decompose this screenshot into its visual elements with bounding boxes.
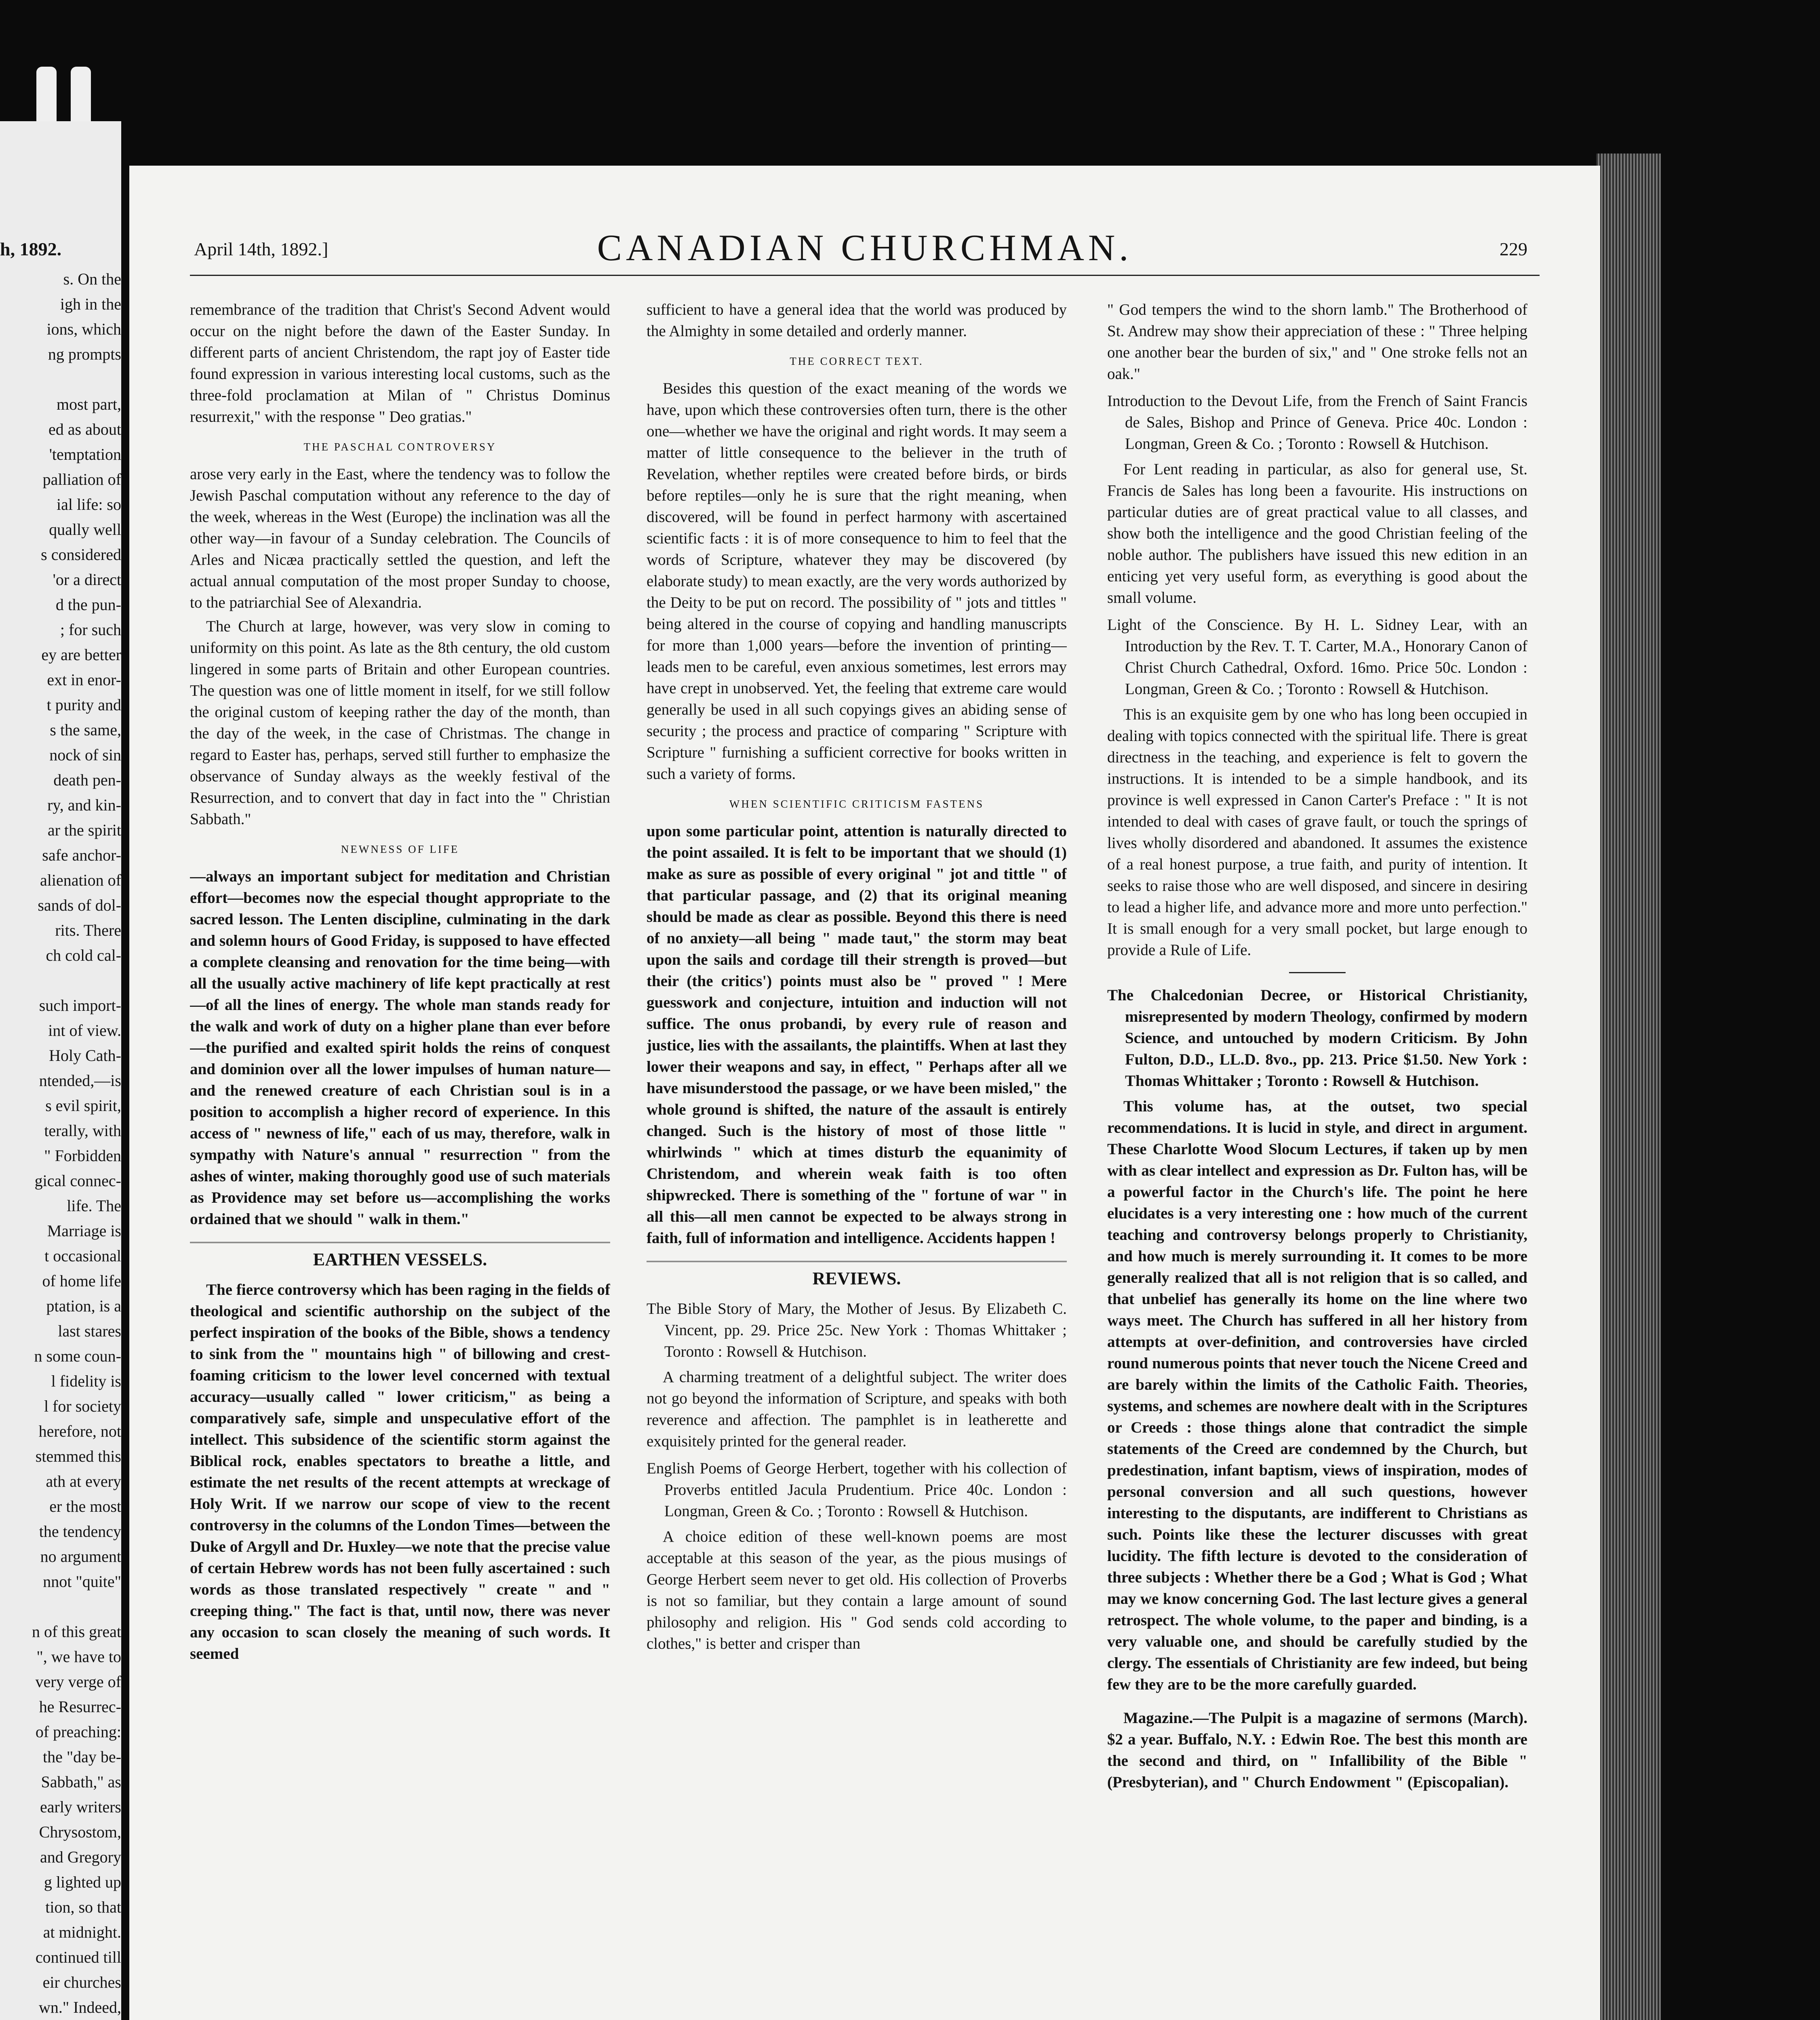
- left-page-line: ext in enor-: [47, 671, 121, 689]
- left-page-line: the "day be-: [42, 1748, 121, 1766]
- left-page-line: last stares: [58, 1322, 121, 1340]
- paragraph: —always an important subject for meditation and Christian effort—becomes now the especial thought appropriate to the sacred lesson. The Lenten discipline, culminating in the dark and solemn hours of Good Friday, is supposed to have effected a complete cleansing and renovation for the time being—with all the usually active machinery of life kept practically at rest—of all the lines of energy. The whole man stands ready for the walk and work of duty on a higher plane than ever before—the purified and exalted spirit holds the reins of conquest and dominion over all the lower impulses of human nature—and the renewed creature of each Christian soul is in a position to accomplish a higher record of experience. In this access of " newness of life," each of us may, therefore, walk in sympathy with Nature's annual " resurrection " from the ashes of winter, making thoroughly good use of such materials as Providence may set before us—accomplishing the works ordained that we should " walk in them.": [190, 868, 610, 1228]
- left-page-line: ions, which: [46, 320, 121, 338]
- left-page-line: palliation of: [42, 470, 121, 488]
- left-page-line: d the pun-: [55, 595, 121, 614]
- masthead: CANADIAN CHURCHMAN.: [597, 227, 1133, 268]
- left-page-line: at midnight.: [43, 1923, 121, 1941]
- book-entry: English Poems of George Herbert, together with his collection of Proverbs entitled Jacula Prudentium. Price 40c. London : Longman, Green & Co. ; Toronto : Rowsell & Hutchison.: [647, 1460, 1067, 1520]
- subheading: WHEN SCIENTIFIC CRITICISM FASTENS: [729, 798, 984, 810]
- left-page-line: n some coun-: [34, 1347, 121, 1365]
- left-page-line: the tendency: [39, 1522, 121, 1540]
- left-page-line: s considered: [41, 545, 121, 564]
- left-page-line: ey are better: [41, 646, 121, 664]
- paragraph: For Lent reading in particular, as also for general use, St. Francis de Sales has long been a favourite. His instructions on particular duties are of great practical value to all classes, and show both the intelligence and the good Christian feeling of the noble author. The publishers have issued this new edition in an enticing yet very useful form, as everything is good about the small volume.: [1107, 461, 1527, 606]
- book-entry: Introduction to the Devout Life, from the French of Saint Francis de Sales, Bishop and Prince of Geneva. Price 40c. London : Longman, Green & Co. ; Toronto : Rowsell & Hutchison.: [1107, 392, 1527, 452]
- column-1: [190, 299, 610, 2020]
- left-page-line: qually well: [49, 520, 121, 539]
- paragraph: upon some particular point, attention is naturally directed to the point assailed. It is felt to be important that we should (1) make as sure as possible of every original " jot and tittle " of that particular passage, and (2) that its original meaning should be made as clear as possible. Beyond this there is need of no anxiety—all being " made taut," the storm may beat upon the sails and cordage till their strength is proved—but their (the critics') points must also be " proved " ! Mere guesswork and conjecture, intuition and induction will not suffice. The onus probandi, by every rule of reason and justice, lies with the assailants, the plaintiffs. When at last they lower their weapons and say, in effect, " Perhaps after all we have misunderstood the passage, or we have been misled," the whole ground is shifted, the nature of the assault is entirely changed. Such is the history of most of those little " whirlwinds " which at times disturb the equanimity of Christendom, and wherein weak faith is too often shipwrecked. There is something of the " fortune of war " in all this—all men cannot be expected to be always strong in faith, full of information and intelligence. Accidents happen !: [647, 823, 1067, 1247]
- page-edge: [1596, 154, 1661, 2020]
- left-page-line: he Resurrec-: [39, 1698, 121, 1716]
- left-page-line: t occasional: [44, 1247, 121, 1265]
- left-page-line: and Gregory: [40, 1848, 121, 1866]
- left-page-line: early writers: [40, 1798, 121, 1816]
- left-page-line: life. The: [67, 1197, 121, 1215]
- left-page-line: most part,: [57, 395, 121, 413]
- left-page-line: of home life: [42, 1272, 121, 1290]
- subheading: THE PASCHAL CONTROVERSY: [303, 441, 497, 453]
- left-page-line: Sabbath," as: [41, 1773, 121, 1791]
- left-page-line: g lighted up: [44, 1873, 121, 1891]
- left-page-line: ", we have to: [36, 1648, 121, 1666]
- left-page-line: 'or a direct: [53, 570, 121, 589]
- left-page-line: alienation of: [40, 871, 121, 889]
- column-3: [1107, 299, 1527, 2020]
- left-page-line: ed as about: [48, 420, 121, 438]
- left-page-line: death pen-: [53, 771, 121, 789]
- left-page-line: Marriage is: [47, 1222, 121, 1240]
- left-page-line: nnot "quite": [43, 1572, 121, 1591]
- left-page-line: s the same,: [50, 721, 121, 739]
- page-header: [129, 166, 1600, 268]
- left-page-line: tion, so that: [45, 1898, 121, 1916]
- magazine-entry: Magazine.—The Pulpit is a magazine of sermons (March). $2 a year. Buffalo, N.Y. : Edwin Roe. The best this month are the second and third, on " Infallibility of the Bible " (Presbyterian), and " Church Endowment " (Episcopalian).: [1107, 1709, 1527, 1791]
- left-page-line: int of view.: [48, 1021, 121, 1039]
- left-page-line: very verge of: [35, 1673, 121, 1691]
- section-heading: REVIEWS.: [647, 1261, 1067, 1289]
- paragraph: The Church at large, however, was very slow in coming to uniformity on this point. As late as the 8th century, the old custom lingered in some parts of Britain and other European countries. The question was one of little moment in itself, for we still follow the original custom of keeping rather the day of the month, than the day of the week, in the case of Christmas. The change in regard to Easter has, perhaps, served still further to emphasize the observance of Sunday always as the weekly festival of the Resurrection, and to convert that day in fact into the " Christian Sabbath.": [190, 618, 610, 828]
- left-page-line: ry, and kin-: [47, 796, 121, 814]
- left-page-line: of preaching:: [35, 1723, 121, 1741]
- left-page-line: [0, 1594, 121, 1619]
- subheading: THE CORRECT TEXT.: [790, 355, 924, 367]
- left-page-line: s. On the: [63, 270, 121, 288]
- left-page-line: nock of sin: [49, 746, 121, 764]
- left-page-text: [0, 267, 121, 2020]
- left-page-line: Chrysostom,: [39, 1823, 121, 1841]
- left-page-line: such import-: [39, 996, 121, 1014]
- paragraph: This is an exquisite gem by one who has long been occupied in dealing with topics connected with the spiritual life. There is great directness in the teaching, and experience is felt to govern the instructions. It is intended to be a simple handbook, and its province is well expressed in Canon Carter's Preface : " It is not intended to deal with cases of grave fault, or touch the springs of lives wholly disordered and abandoned. It assumes the existence of a real honest purpose, a true faith, and purity of intention. It seeks to raise those who are well disposed, and sincere in desiring to lead a higher life, and advance more and more unto perfection." It is small enough for a very small pocket, but large enough to provide a Rule of Life.: [1107, 706, 1527, 959]
- section-heading: EARTHEN VESSELS.: [190, 1242, 610, 1270]
- left-page-line: ar the spirit: [47, 821, 121, 839]
- left-page-line: terally, with: [44, 1122, 121, 1140]
- book-entry: The Chalcedonian Decree, or Historical Christianity, misrepresented by modern Theology, confirmed by modern Science, and untouched by modern Criticism. By John Fulton, D.D., LL.D. 8vo., pp. 213. Price $1.50. New York : Thomas Whittaker ; Toronto : Rowsell & Hutchison.: [1107, 987, 1527, 1090]
- header-rule: [190, 275, 1540, 276]
- left-page-line: igh in the: [60, 295, 121, 313]
- left-page-line: [0, 367, 121, 392]
- left-page-line: t purity and: [46, 696, 121, 714]
- left-page-line: herefore, not: [38, 1422, 121, 1440]
- left-page-line: s evil spirit,: [45, 1096, 121, 1115]
- left-page-line: ; for such: [60, 621, 121, 639]
- left-page-line: ch cold cal-: [46, 946, 121, 964]
- separator: [1289, 972, 1346, 973]
- left-page-line: stemmed this: [35, 1447, 121, 1465]
- left-page-line: [0, 968, 121, 993]
- issue-date: April 14th, 1892.]: [194, 239, 329, 259]
- paragraph: A charming treatment of a delightful subject. The writer does not go beyond the information of Scripture, and speaks with both reverence and affection. The pamphlet is in leatherette and exquisitely printed for the general reader.: [647, 1368, 1067, 1450]
- page-number: 229: [1500, 239, 1527, 259]
- left-page-line: rits. There: [55, 921, 121, 939]
- paragraph: A choice edition of these well-known poems are most acceptable at this season of the year, as the pious musings of George Herbert seem never to get old. His collection of Proverbs is not so familiar, but they contain a large amount of sound philosophy and religion. His " God sends cold according to clothes," is better and crisper than: [647, 1528, 1067, 1652]
- left-page-fragment: [0, 121, 121, 2020]
- left-page-line: l for society: [44, 1397, 121, 1415]
- left-page-line: Holy Cath-: [49, 1046, 121, 1065]
- newspaper-page: [129, 166, 1600, 2020]
- book-entry: Light of the Conscience. By H. L. Sidney Lear, with an Introduction by the Rev. T. T. Carter, M.A., Honorary Canon of Christ Church Cathedral, Oxford. 16mo. Price 50c. London : Longman, Green & Co. ; Toronto : Rowsell & Hutchison.: [1107, 616, 1527, 698]
- paragraph: Besides this question of the exact meaning of the words we have, upon which these controversies often turn, there is the other one—whether we have the original and right words. It may seem a matter of little consequence to the believer in the truth of Revelation, whether reptiles were created before birds, or birds before reptiles—only he is sure that the right meaning, when discovered, will be found in perfect harmony with ascertained scientific facts : it is of more consequence to him to feel that the words of Scripture, whatever they may be discovered (by elaborate study) to mean exactly, are the very words authorized by the Deity to be put on record. The possibility of " jots and tittles " being altered in the course of copying and handling manuscripts for more than 1,000 years—before the invention of printing—leads men to be careful, even anxious sometimes, lest errors may have crept in unobserved. Yet, the feeling that extreme care would generally be used in all such copyings gives an abiding sense of security ; the process and practice of comparing " Scripture with Scripture " furnishing a sufficient corrective for books written in such a variety of forms.: [647, 380, 1067, 783]
- left-page-line: wn." Indeed,: [38, 1998, 121, 2016]
- left-page-line: continued till: [35, 1948, 121, 1966]
- left-page-line: 'temptation: [49, 445, 121, 463]
- left-page-line: l fidelity is: [51, 1372, 121, 1390]
- paragraph: sufficient to have a general idea that the world was produced by the Almighty in some detailed and orderly manner.: [647, 301, 1067, 340]
- left-page-line: ng prompts: [48, 345, 121, 363]
- left-page-line: " Forbidden: [44, 1147, 121, 1165]
- left-page-line: sands of dol-: [38, 896, 121, 914]
- left-page-line: er the most: [49, 1497, 121, 1515]
- left-page-line: n of this great: [32, 1622, 121, 1641]
- left-page-line: ptation, is a: [46, 1297, 121, 1315]
- left-page-line: gical connec-: [34, 1172, 121, 1190]
- left-page-line: ath at every: [46, 1472, 121, 1490]
- left-page-line: eir churches: [42, 1973, 121, 1991]
- paragraph: This volume has, at the outset, two special recommendations. It is lucid in style, and direct in argument. These Charlotte Wood Slocum Lectures, if taken up by men with as clear intellect and expression as Dr. Fulton has, will be a powerful factor in the Church's life. The point he here elucidates is a very interesting one : how much of the current teaching and controversy belongs properly to Christianity, and how much is merely surrounding it. It comes to be more generally realized that all is not religion that is so called, and that unbelief has generally its home on the line where two ways meet. The Church has suffered in all her history from attempts at over-definition, and controversies have circled round numerous points that never touch the Nicene Creed and are barely within the limits of the Catholic Faith. Theories, systems, and schemes are nowhere dealt with in the Scriptures or Creeds : those things alone that contradict the simple statements of the Creed are condemned by the Church, but predestination, infant baptism, views of inspiration, modes of personal conversion and all such questions, however interesting to the disputants, are indifferent to Christians as such. Points like these the lecturer discusses with great lucidity. The fifth lecture is devoted to the consideration of three subjects : Whether there be a God ; What is God ; What may we know concerning God. The last lecture gives a general retrospect. The whole volume, to the paper and binding, is a very valuable one, and should be carefully studied by the clergy. The essentials of Christianity are few indeed, but being few they are to be the more carefully guarded.: [1107, 1098, 1527, 1693]
- column-2: [647, 299, 1067, 2020]
- paragraph: remembrance of the tradition that Christ's Second Advent would occur on the night before the dawn of the Easter Sunday. In different parts of ancient Christendom, the rapt joy of Easter tide found expression in various interesting local customs, such as the three-fold proclamation at Milan of " Christus Dominus resurrexit," with the response " Deo gratias.": [190, 301, 610, 425]
- left-page-header: h, 1892.: [0, 239, 62, 259]
- paragraph: arose very early in the East, where the tendency was to follow the Jewish Paschal computation without any reference to the day of the week, whereas in the West (Europe) the inclination was all the other way—in favour of a Sunday celebration. The Councils of Arles and Nicæa practically settled the question, and left the actual annual computation of the most proper Sunday to choose, to the patriarchial See of Alexandria.: [190, 465, 610, 611]
- paragraph: " God tempers the wind to the shorn lamb." The Brotherhood of St. Andrew may show their appreciation of these : " Three helping one another bear the burden of six," and " One stroke fells not an oak.": [1107, 301, 1527, 383]
- left-page-line: no argument: [40, 1547, 121, 1566]
- paragraph: The fierce controversy which has been raging in the fields of theological and scientific authorship on the subject of the perfect inspiration of the books of the Bible, shows a tendency to sink from the " mountains high " of billowing and crest-foaming criticism to the lower level concerned with textual accuracy—usually called " lower criticism," as being a comparatively safe, simple and unspeculative effort of the intellect. This subsidence of the scientific storm against the Biblical rock, enables spectators to breathe a little, and estimate the net results of the recent attempts at wreckage of Holy Writ. If we narrow our scope of view to the recent controversy in the columns of the London Times—between the Duke of Argyll and Dr. Huxley—we note that the precise value of certain Hebrew words has not been fully ascertained : such words as those translated respectively " create " and " creeping thing." The fact is that, until now, there was never any occasion to scan closely the meaning of such words. It seemed: [190, 1281, 610, 1662]
- left-page-line: ial life: so: [57, 495, 121, 513]
- subheading: NEWNESS OF LIFE: [341, 843, 459, 855]
- left-page-line: safe anchor-: [42, 846, 121, 864]
- book-entry: The Bible Story of Mary, the Mother of Jesus. By Elizabeth C. Vincent, pp. 29. Price 25c. New York : Thomas Whittaker ; Toronto : Rowsell & Hutchison.: [647, 1300, 1067, 1360]
- left-page-line: ntended,—is: [39, 1071, 121, 1090]
